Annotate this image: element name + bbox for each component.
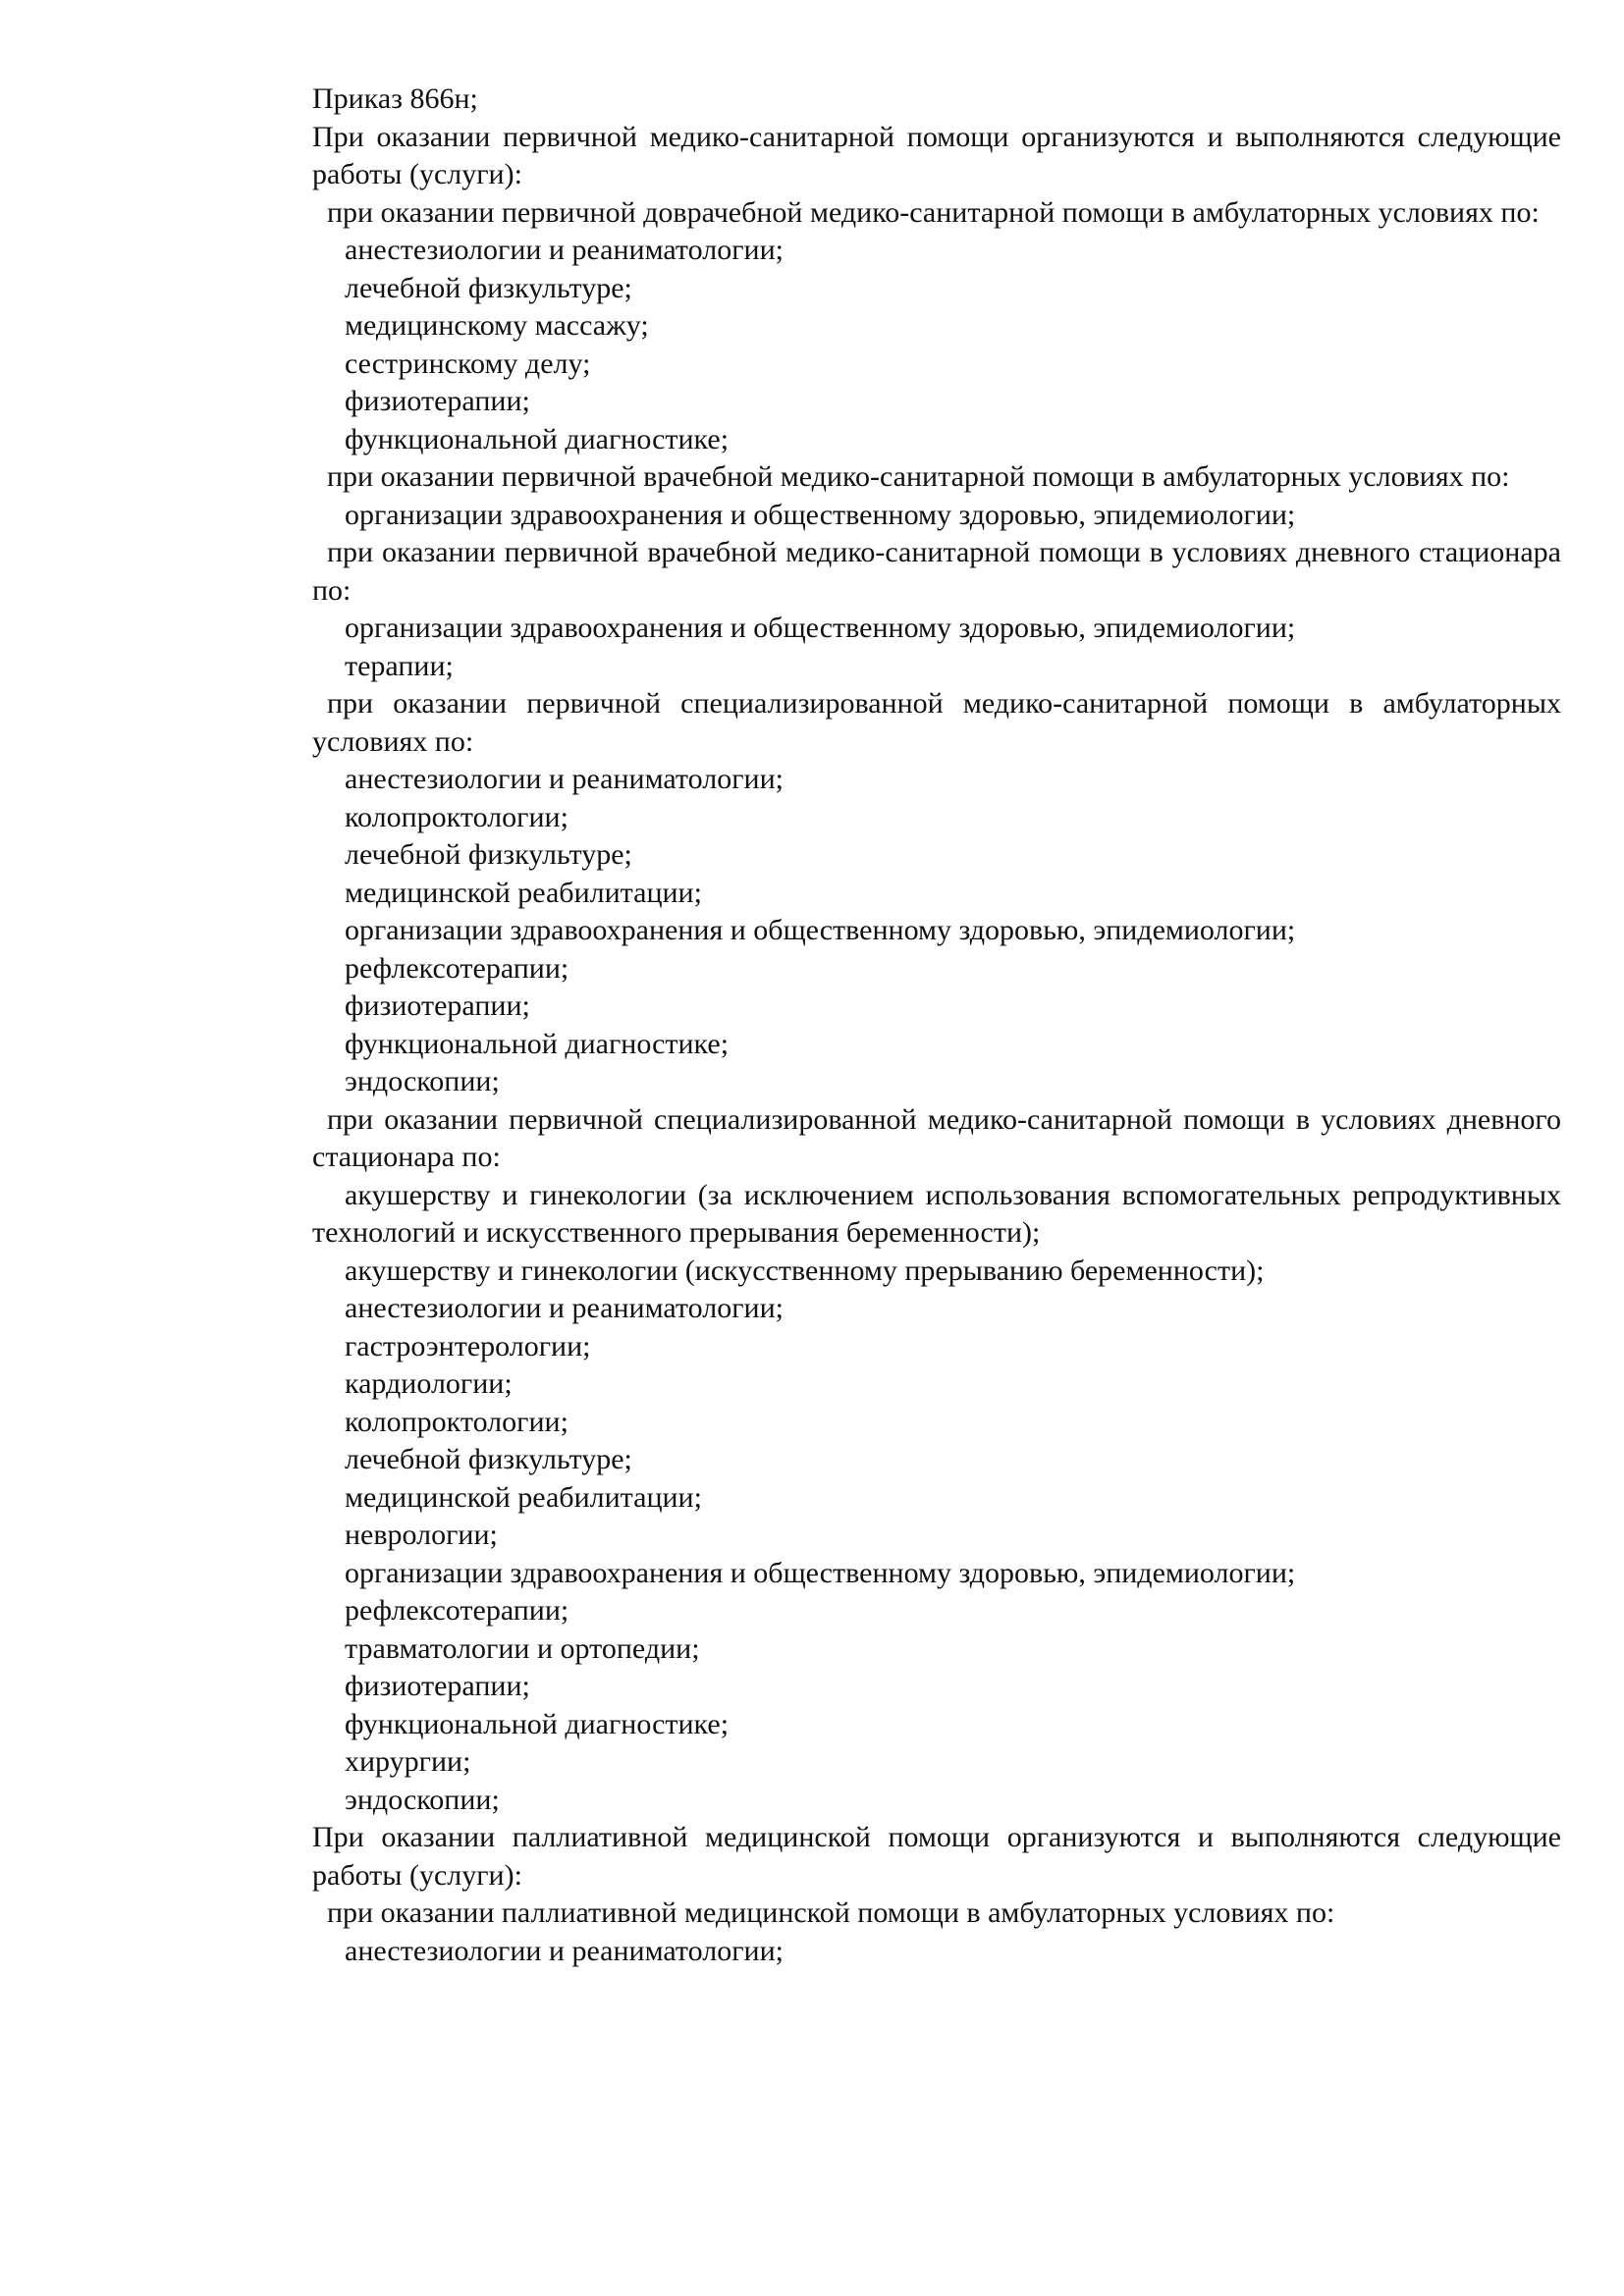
list-item: гастроэнтерологии; xyxy=(345,1329,591,1362)
condition-paragraph: при оказании паллиативной медицинской помощи в амбулаторных условиях по: xyxy=(327,1896,1335,1929)
list-item: анестезиологии и реаниматологии; xyxy=(345,1292,784,1324)
list-item: анестезиологии и реаниматологии; xyxy=(345,234,784,266)
list-item: эндоскопии; xyxy=(345,1783,500,1816)
condition-paragraph: при оказании первичной специализированной медико-санитарной помощи в амбулаторных условиях по: xyxy=(312,687,1561,758)
list-item: неврологии; xyxy=(345,1519,498,1551)
list-item: лечебной физкультуре; xyxy=(345,271,632,304)
list-item: медицинской реабилитации; xyxy=(345,1480,702,1514)
list-item: эндоскопии; xyxy=(345,1065,500,1097)
list-item: травматологии и ортопедии; xyxy=(345,1631,700,1665)
condition-paragraph: при оказании первичной врачебной медико-санитарной помощи в условиях дневного стационара по: xyxy=(312,536,1561,607)
list-item: организации здравоохранения и общественному здоровью, эпидемиологии; xyxy=(345,498,1296,531)
section-paragraph: При оказании паллиативной медицинской помощи организуются и выполняются следующие работы (услуги): xyxy=(312,1821,1561,1892)
list-item: лечебной физкультуре; xyxy=(345,838,632,871)
condition-paragraph: при оказании первичной специализированной медико-санитарной помощи в условиях дневного стационара по: xyxy=(312,1102,1561,1173)
document-title: Приказ 866н; xyxy=(312,82,478,115)
list-item: колопроктологии; xyxy=(345,800,568,833)
document-page xyxy=(312,80,1561,1970)
list-item: кардиологии; xyxy=(345,1367,513,1400)
condition-paragraph: при оказании первичной врачебной медико-санитарной помощи в амбулаторных условиях по: xyxy=(327,460,1510,493)
list-item: организации здравоохранения и общественному здоровью, эпидемиологии; xyxy=(345,612,1296,644)
document-body xyxy=(312,119,1561,1971)
list-item: функциональной диагностике; xyxy=(345,1027,730,1060)
list-item: физиотерапии; xyxy=(345,1670,530,1702)
list-item: функциональной диагностике; xyxy=(345,1707,730,1740)
list-item: медицинскому массажу; xyxy=(345,309,649,342)
list-item: функциональной диагностике; xyxy=(345,422,730,455)
section-paragraph: При оказании первичной медико-санитарной помощи организуются и выполняются следующие работы (услуги): xyxy=(312,120,1561,190)
list-item: организации здравоохранения и общественному здоровью, эпидемиологии; xyxy=(345,914,1296,946)
list-item: колопроктологии; xyxy=(345,1405,568,1438)
list-item: терапии; xyxy=(345,649,454,682)
list-item: организации здравоохранения и общественному здоровью, эпидемиологии; xyxy=(345,1556,1296,1589)
list-item: хирургии; xyxy=(345,1745,471,1778)
list-item: рефлексотерапии; xyxy=(345,1594,569,1627)
list-item: рефлексотерапии; xyxy=(345,951,569,985)
condition-paragraph: при оказании первичной доврачебной медико-санитарной помощи в амбулаторных условиях по: xyxy=(327,195,1540,229)
list-item: акушерству и гинекологии (за исключением использования вспомогательных репродуктивных технологий и искусственного прерывания беременности); xyxy=(312,1178,1561,1249)
list-item: медицинской реабилитации; xyxy=(345,876,702,909)
list-item: сестринскому делу; xyxy=(345,347,591,380)
list-item: физиотерапии; xyxy=(345,385,530,417)
list-item: лечебной физкультуре; xyxy=(345,1443,632,1475)
list-item: анестезиологии и реаниматологии; xyxy=(345,763,784,795)
list-item: анестезиологии и реаниматологии; xyxy=(345,1934,784,1967)
list-item: акушерству и гинекологии (искусственному прерыванию беременности); xyxy=(345,1254,1265,1287)
list-item: физиотерапии; xyxy=(345,989,530,1022)
